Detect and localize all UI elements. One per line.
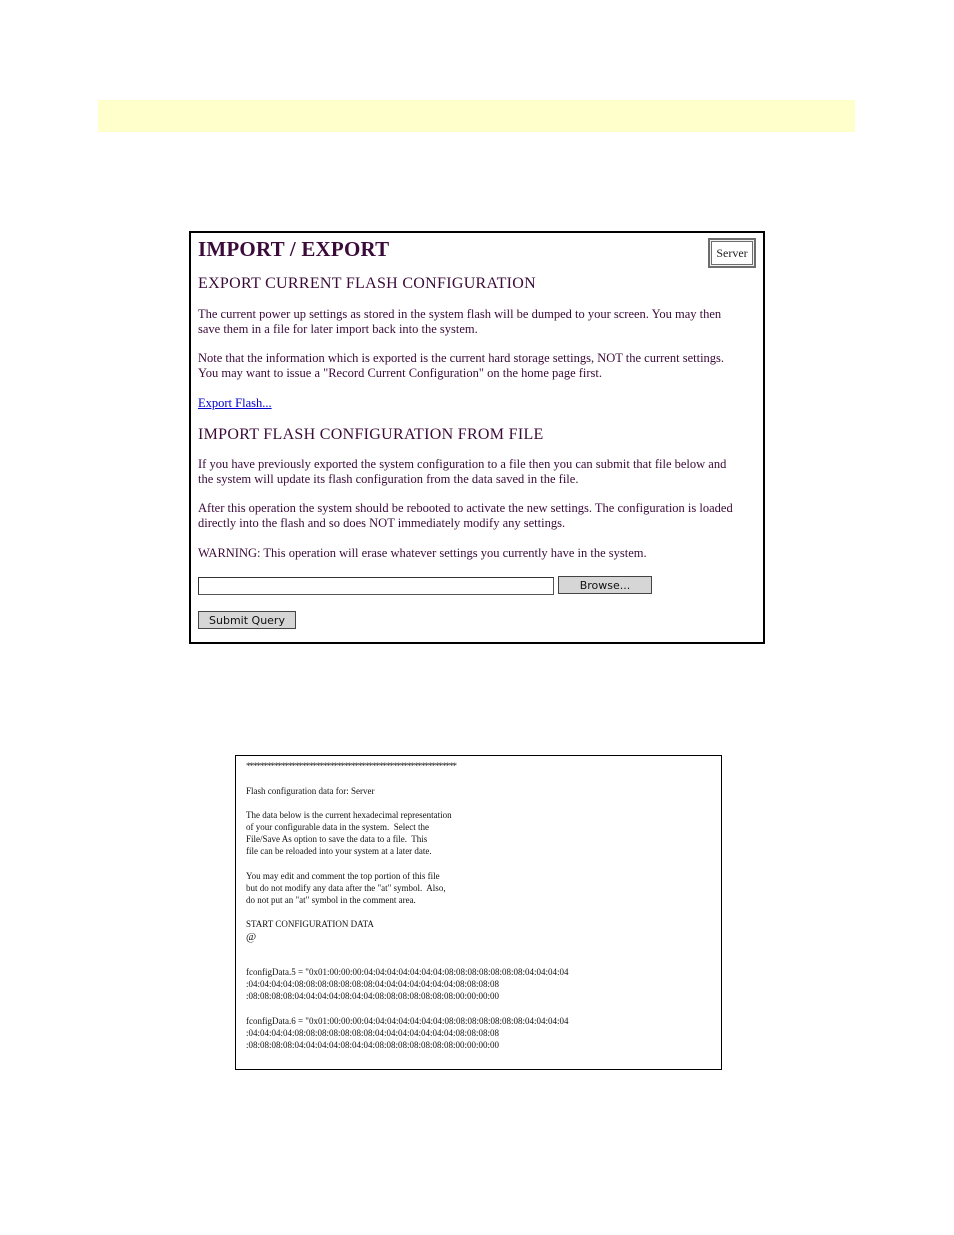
import-note-line: directly into the flash and so does NOT immediately modify any settings. [198,516,566,530]
description-line: File/Save As option to save the data to a file. This [246,834,428,844]
browse-button[interactable]: Browse... [558,576,652,594]
note-line: You may edit and comment the top portion of this file [246,871,440,881]
config-data-line: :08:08:08:08:04:04:04:04:08:04:04:08:08:08:08:08:08:08:00:00:00:00 [246,991,500,1001]
import-export-panel [189,231,765,644]
config-data-line: fconfigData.5 = "0x01:00:00:00:04:04:04:04:04:04:04:08:08:08:08:08:08:08:04:04:04:04 [246,967,569,977]
export-description [198,307,760,337]
note-line: do not put an "at" symbol in the comment area. [246,895,416,905]
separator-line: ************************************************************ [246,761,456,771]
export-heading: EXPORT CURRENT FLASH CONFIGURATION [198,275,537,292]
description-line: The data below is the current hexadecimal representation [246,810,452,820]
page-title: IMPORT / EXPORT [198,237,390,261]
import-description-line: If you have previously exported the system configuration to a file then you can submit that file below and [198,457,727,471]
import-description-line: the system will update its flash configuration from the data saved in the file. [198,472,579,486]
config-header: Flash configuration data for: Server [246,786,375,796]
start-config-label: START CONFIGURATION DATA [246,919,374,929]
import-heading: IMPORT FLASH CONFIGURATION FROM FILE [198,426,544,443]
config-data-line: fconfigData.6 = "0x01:00:00:00:04:04:04:04:04:04:04:08:08:08:08:08:08:08:04:04:04:04 [246,1016,569,1026]
flash-config-output [235,755,722,1070]
export-flash-link[interactable]: Export Flash... [198,396,272,410]
server-label: Server [711,241,753,265]
import-description [198,457,760,487]
warning-text: WARNING: This operation will erase whatever settings you currently have in the system. [198,546,647,560]
export-note-line: Note that the information which is exported is the current hard storage settings, NOT the current settings. [198,351,725,365]
export-description-line: save them in a file for later import back into the system. [198,322,478,336]
config-data-line: :04:04:04:04:08:08:08:08:08:08:08:04:04:04:04:04:04:04:08:08:08:08 [246,1028,500,1038]
import-note [198,501,760,531]
config-data-line: :04:04:04:04:08:08:08:08:08:08:08:04:04:04:04:04:04:04:08:08:08:08 [246,979,500,989]
header-banner [98,100,855,132]
submit-query-button[interactable]: Submit Query [198,611,296,629]
description-line: of your configurable data in the system. Select the [246,822,429,832]
file-path-input[interactable] [198,577,554,595]
config-data-line: :08:08:08:08:04:04:04:04:08:04:04:08:08:08:08:08:08:08:00:00:00:00 [246,1040,500,1050]
description-line: file can be reloaded into your system at a later date. [246,846,432,856]
export-description-line: The current power up settings as stored in the system flash will be dumped to your screen. You may then [198,307,722,321]
note-line: but do not modify any data after the "at" symbol. Also, [246,883,446,893]
import-note-line: After this operation the system should be rebooted to activate the new settings. The configuration is loaded [198,501,733,515]
server-badge [708,238,756,268]
export-note [198,351,760,381]
export-note-line: You may want to issue a "Record Current Configuration" on the home page first. [198,366,603,380]
at-symbol: @ [246,931,257,943]
